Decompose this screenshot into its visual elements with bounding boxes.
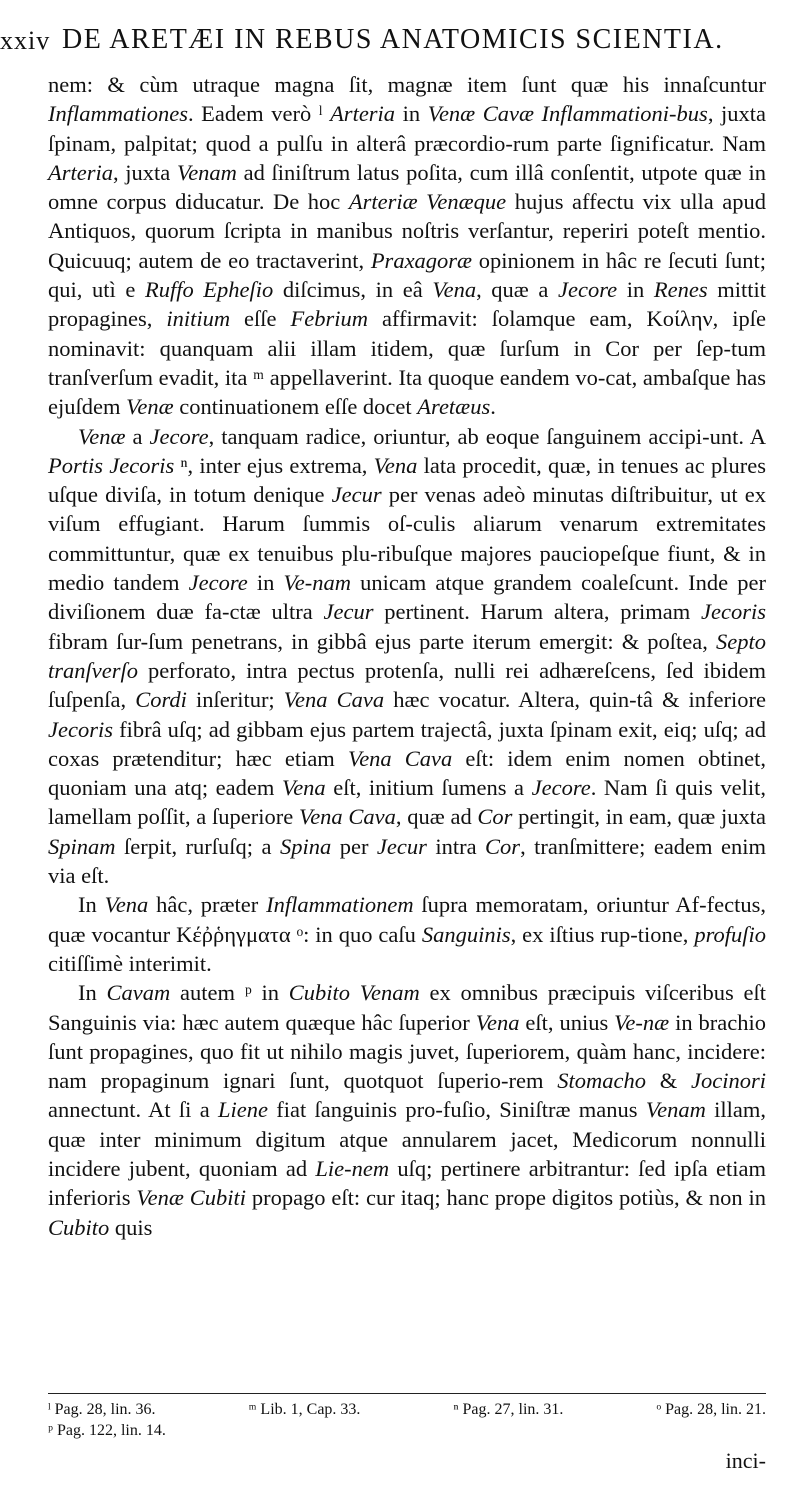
italic-text: Jecur (376, 833, 427, 859)
text-run: in brachio ſunt propagines, quo fit ut nihilo magis juvet, ſuperiorem, quàm hanc, incidere: nam propaginum ignari ſunt, quotquot ſuperio-rem (48, 1009, 766, 1094)
italic-text: Vena (432, 277, 477, 303)
text-run: fiat ſanguinis pro-fuſio, Siniſtræ manus (268, 1097, 646, 1123)
text-run: illam, quæ inter minimum digitum atque annularem jacet, Medicorum nonnulli incidere jubent, quoniam ad (48, 1097, 766, 1181)
italic-text: Spina (279, 833, 332, 859)
italic-text: Aretæus (417, 394, 491, 420)
italic-text: Inflammationem (266, 892, 414, 918)
italic-text: Vena Cava (283, 687, 385, 713)
footnote: ᵖ Pag. 122, lin. 14. (48, 1422, 166, 1439)
italic-text: Portis Jecoris (48, 452, 175, 478)
italic-text: Jecore (531, 775, 591, 801)
italic-text: Spinam (48, 833, 116, 859)
italic-text: Vena (104, 892, 149, 918)
italic-text: Arteria (330, 101, 396, 127)
text-run: in (395, 101, 428, 127)
footnote-row (48, 1420, 766, 1441)
italic-text: initium (166, 306, 231, 332)
italic-text: Venæ Cavæ Inflammationi-bus (427, 101, 708, 127)
text-run: pertingit, in eam, quæ juxta (512, 804, 766, 830)
footnote: ᵐ Lib. 1, Cap. 33. (248, 1401, 361, 1418)
text-run: ad ſiniſtrum latus poſita, cum illâ conſentit, utpote quæ in omne corpus diducatur. De hoc (48, 159, 766, 215)
italic-text: Cordi (135, 687, 187, 713)
text-run: , ex iſtius rup-tione, (510, 921, 695, 947)
text-run: fibrâ uſq; ad gibbam ejus partem trajectâ, juxta ſpinam exit, eiq; uſq; ad coxas prætenditur; hæc etiam (48, 716, 766, 771)
paragraph (48, 890, 766, 978)
text-run: uſq; pertinere arbitrantur: ſed ipſa etiam inferioris (48, 1155, 766, 1211)
footnote-row (48, 1399, 766, 1420)
italic-text: Arteriæ Venæque (348, 189, 507, 215)
italic-text: Vena Cava (347, 745, 453, 771)
footnotes (48, 1399, 766, 1441)
italic-text: Cor (477, 804, 513, 830)
italic-text: Venæ (78, 423, 126, 449)
italic-text: Jecur (331, 482, 382, 508)
text-run: annectunt. At ſi a (48, 1097, 218, 1123)
text-run: . (490, 394, 496, 420)
italic-text: Cubito Venam (288, 980, 420, 1006)
text-run: diſcimus, in eâ (273, 277, 433, 303)
italic-text: Cubito (48, 1214, 110, 1240)
text-run: propago eſt: cur itaq; hanc prope digitos potiùs, & non in (245, 1185, 766, 1211)
italic-text: profuſio (694, 921, 766, 947)
text-run: in (617, 277, 654, 303)
text-run: hujus affectu vix ulla apud Antiquos, quorum ſcripta in manibus noſtris verſantur, reperiri poteſt mentio. Quicuuq; autem de eo tractaverint, (48, 189, 766, 273)
text-run: , quæ ad (395, 804, 478, 830)
italic-text: Febrium (290, 306, 368, 332)
italic-text: Venæ (126, 394, 174, 420)
italic-text: Jecore (188, 570, 248, 596)
italic-text: Inflammationes (48, 101, 188, 127)
italic-text: Arteria (48, 159, 113, 185)
italic-text: Jocinori (691, 1068, 766, 1094)
text-run: nem: & cùm utraque magna ſit, magnæ item ſunt quæ his innaſcuntur (48, 72, 766, 97)
italic-text: Cavam (106, 980, 171, 1006)
italic-text: Jecore (558, 277, 618, 303)
text-run: hæc vocatur. Altera, quin-tâ & inferiore (384, 687, 766, 713)
text-run: per (331, 833, 377, 859)
text-run: eſt, initium ſumens a (325, 775, 532, 801)
text-run: In (78, 892, 105, 918)
text-run: intra (426, 833, 486, 859)
italic-text: Vena (373, 452, 418, 478)
italic-text: Jecore (149, 423, 209, 449)
italic-text: Jecoris (701, 599, 766, 625)
text-run: ſerpit, rurſuſq; a (115, 833, 280, 859)
text-run: a (125, 423, 150, 449)
italic-text: Vena (475, 1009, 520, 1035)
text-run: ſupra memoratam, oriuntur Af-fectus, quæ vocantur Κέῤῥηγματα ᵒ: in quo caſu (48, 892, 766, 947)
text-run: quis (109, 1214, 153, 1240)
italic-text: Venam (645, 1097, 706, 1123)
italic-text: Venæ Cubiti (136, 1185, 246, 1211)
paragraph (48, 422, 766, 891)
text-run: . Eadem verò ˡ (188, 101, 331, 127)
page-header (0, 18, 790, 62)
running-title: DE ARETÆI IN REBUS ANATOMICIS SCIENTIA. (62, 24, 724, 55)
text-run: eſt: idem enim nomen obtinet, quoniam una atq; eadem (48, 745, 766, 801)
italic-text: Vena Cava (298, 804, 396, 830)
text-run: ⁿ, inter ejus extrema, (174, 452, 374, 478)
italic-text: Praxagoræ (370, 247, 473, 273)
paragraph (48, 978, 766, 1242)
paragraph (48, 70, 766, 422)
text-run: pertinent. Harum altera, primam (373, 599, 702, 625)
italic-text: Liene (218, 1097, 268, 1123)
catchword: inci- (725, 1448, 766, 1473)
text-run: eſſe (230, 306, 291, 332)
text-run: autem ᵖ in (170, 980, 289, 1006)
italic-text: Jecoris (48, 716, 113, 742)
text-run: eſt, unius (519, 1009, 615, 1035)
footnote: ˡ Pag. 28, lin. 36. (48, 1401, 156, 1418)
text-run: mittit propagines, (48, 277, 766, 332)
text-run: . Nam ſi quis velit, lamellam poſſit, a ſuperiore (48, 775, 766, 830)
text-run: unicam atque grandem coaleſcunt. Inde per diviſionem duæ fa-ctæ ultra (48, 570, 766, 625)
text-run: in (247, 570, 284, 596)
italic-text: Jecur (323, 599, 374, 625)
text-run: hâc, præter (148, 892, 267, 918)
italic-text: Sanguinis (421, 921, 511, 947)
text-run: per venas adeò minutas diſtribuitur, ut ex viſum effugiant. Harum ſummis oſ-culis aliarum venarum extremitates committuntur, quæ ex tenuibus plu-ribuſque majores pauciореſque fiunt, & in medio tandem (48, 482, 766, 596)
text-run: , juxta ſpinam, palpitat; quod a pulſu in alterâ præcordio-rum parte ſignificatur. Nam (48, 101, 766, 156)
text-run: lata procedit, quæ, in tenues ac plures uſque diviſa, in totum denique (48, 452, 766, 508)
footnote: ᵒ Pag. 28, lin. 21. (656, 1401, 766, 1418)
text-run: , tranſmittere; eadem enim via eſt. (48, 833, 766, 889)
footnote-divider (48, 1393, 766, 1394)
italic-text: Ruffo Epheſio (144, 277, 274, 303)
text-run: continuationem eſſe docet (173, 394, 418, 420)
italic-text: Stomacho (557, 1068, 647, 1094)
text-run: inſeritur; (186, 687, 284, 713)
text-run: citiſſimè interimit. (48, 950, 212, 976)
text-run: affirmavit: ſolamque eam, Κοίλην, ipſe nominavit: quanquam alii illam itidem, quæ ſurſum in Cor per ſep-tum tranſverſum evadit, ita ᵐ appellaverint. Ita quoque eandem vo-cat, ambaſque has ejuſdem (48, 306, 766, 420)
text-run: , juxta (113, 159, 177, 185)
footnote: ⁿ Pag. 27, lin. 31. (453, 1401, 564, 1418)
text-run: ex omnibus præcipuis viſceribus eſt Sanguinis via: hæc autem quæque hâc ſuperior (48, 980, 766, 1035)
text-run: perforato, intra pectus protenſa, nulli rei adhæreſcens, ſed ibidem ſuſpenſa, (48, 657, 766, 713)
italic-text: Ve-nam (283, 570, 351, 596)
text-run: In (78, 980, 107, 1006)
italic-text: Ve-næ (614, 1009, 670, 1035)
body-text (48, 70, 766, 1242)
text-run: fibram ſur-ſum penetrans, in gibbâ ejus parte iterum emergit: & poſtea, (48, 628, 716, 654)
text-run: , quæ a (476, 277, 559, 303)
italic-text: Renes (653, 277, 708, 303)
italic-text: Septo tranſverſo (48, 628, 766, 683)
italic-text: Vena (281, 775, 326, 801)
text-run: opinionem in hâc re ſecuti ſunt; qui, utì e (48, 247, 766, 303)
italic-text: Lie-nem (315, 1155, 390, 1181)
page-number: xxiv (0, 26, 51, 55)
text-run: , tanquam radice, oriuntur, ab eoque ſanguinem accipi-unt. A (208, 423, 766, 449)
text-run: & (646, 1068, 692, 1094)
italic-text: Venam (176, 159, 237, 185)
italic-text: Cor (485, 833, 521, 859)
